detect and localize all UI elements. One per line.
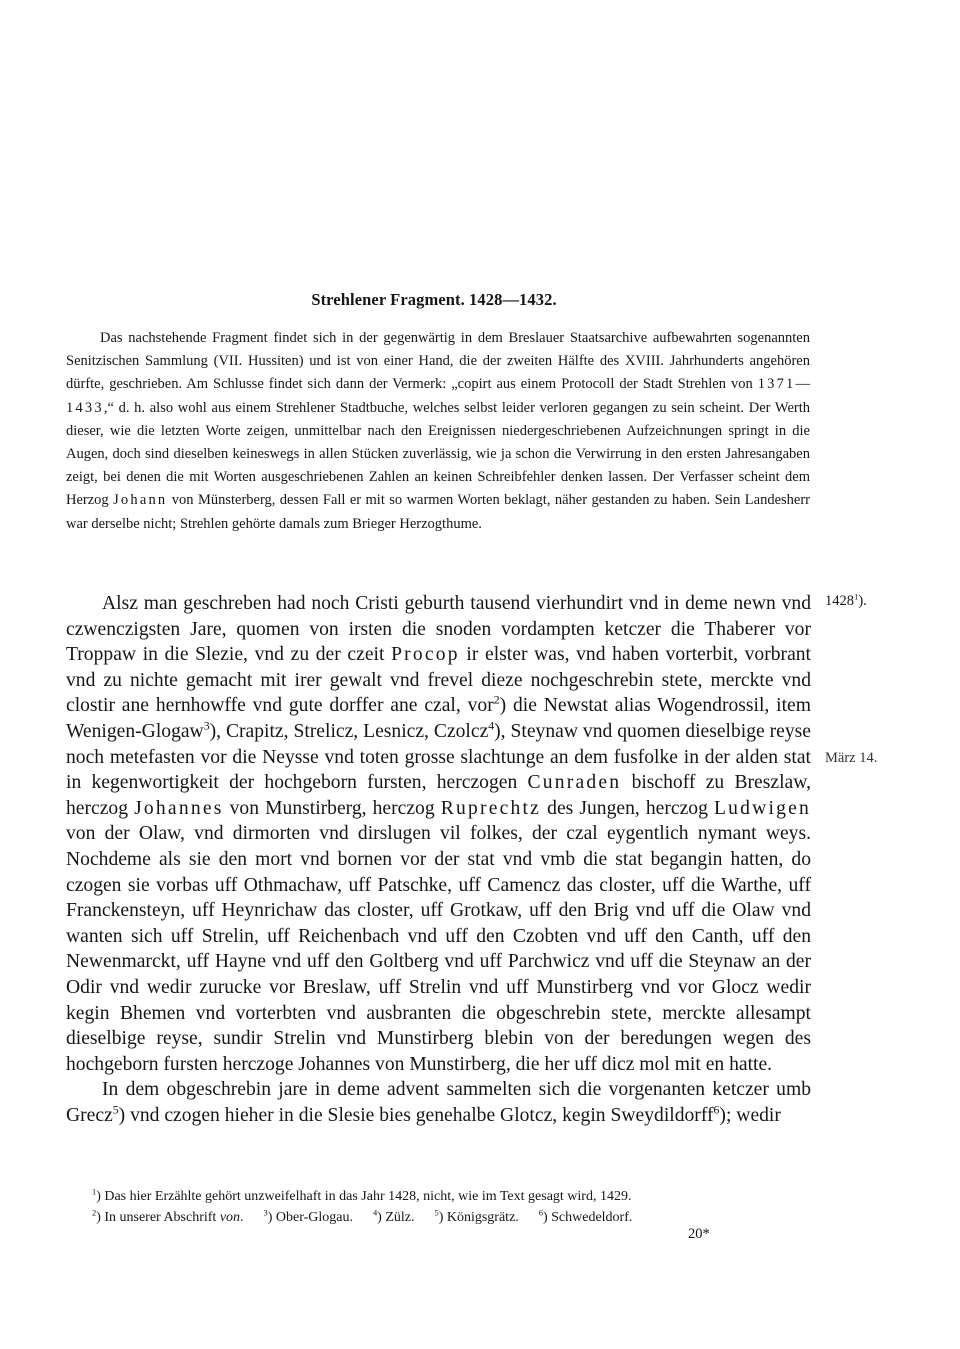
main-text bbox=[66, 591, 811, 1128]
margin-year: 1428 bbox=[825, 593, 854, 609]
text-paragraph-1: Alsz man geschreben had noch Cristi geburth tausend vierhundirt vnd in deme newn vnd czwenczigsten Jare, quomen von irsten die snoden vordampten ketczer die Thaberer vor Troppaw in die Slezie, vnd zu der czeit Procop ir elster was, vnd haben vorterbit, vorbrant vnd zu nichte gemacht mit irer gewalt vnd frevel dieze nochgeschrebin stete, merckte vnd clostir ane hernhowffe vnd gute dorffer ane czal, vor$^2$) die Newstat alias Wogendrossil, item Wenigen-Glogaw$^3$), Crapitz, Strelicz, Lesnicz, Czolcz$^4$), Steynaw vnd quomen dieselbige reyse noch metefasten vor die Neysse vnd toten grosse slachtunge an dem fusfolke in der alden stat in kegenwortigkeit der hochgeborn fursten, herczogen Cunraden bischoff zu Breszlaw, herczog Johannes von Munstirberg, herczog Ruprechtz des Jungen, herczog Ludwigen von der Olaw, vnd dirmorten vnd dirslugen vil folkes, der czal eygentlich nymant weys. Nochdeme als sie den mort vnd bornen vor der stat vnd vmb die stat begangin hatten, do czogen sie vorbas uff Othmachaw, uff Patschke, uff Camencz das closter, uff die Warthe, uff Franckensteyn, uff Heynrichaw das closter, uff Grotkaw, uff den Brig vnd uff die Olaw vnd wanten sich uff Strelin, uff Reichenbach vnd uff den Czobten vnd uff den Canth, uff den Newenmarckt, uff Hayne vnd uff den Goltberg vnd uff Parchwicz vnd uff die Steynaw an der Odir vnd wedir zurucke vor Breslaw, uff Strelin vnd uff Munstirberg vnd vor Glocz wedir kegin Bhemen vnd vorterbten vnd ausbranten die obgeschrebin stete, merckte allesampt dieselbige reyse, sundir Strelin vnd Munstirberg blebin von der beredungen wegen des hochgeborn fursten herczoge Johannes von Munstirberg, die her uff dicz mol mit en hatte. bbox=[66, 593, 812, 1075]
intro-paragraph: Das nachstehende Fragment findet sich in der gegenwärtig in dem Breslauer Staatsarchive aufbewahrten sogenannten Senitzischen Sammlung (VII. Hussiten) und ist von einer Hand, die der zweiten Hälfte des XVIII. Jahrhunderts angehören dürfte, geschrieben. Am Schlusse findet sich dann der Vermerk: „copirt aus einem Protocoll der Stadt Strehlen von 1371—1433,“ d. h. also wohl aus einem Strehlener Stadtbuche, welches selbst leider verloren gegangen zu sein scheint. Der Werth dieser, wie die letzten Worte zeigen, unmittelbar nach den Ereignissen niedergeschriebenen Aufzeichnungen springt in die Augen, doch sind dieselben keineswegs in allen Stücken zuverlässig, wie ja schon die Verwirrung in den ersten Jahresangaben zeigt, bei denen die mit Worten ausgeschriebenen Zahlen an keinen Schreibfehler denken lassen. Der Verfasser scheint dem Herzog Johann von Münsterberg, dessen Fall er mit so warmen Worten beklagt, näher gestanden zu haben. Sein Landesherr war derselbe nicht; Strehlen gehörte damals zum Brieger Herzogthume. bbox=[66, 330, 811, 532]
introduction bbox=[66, 327, 810, 536]
footnotes bbox=[92, 1186, 792, 1228]
footnote-1: $^1$) Das hier Erzählte gehört unzweifelhaft in das Jahr 1428, nicht, wie im Text gesagt wird, 1429. bbox=[92, 1187, 632, 1204]
page-title: Strehlener Fragment. 1428—1432. bbox=[311, 290, 557, 309]
margin-note-date: März 14. bbox=[825, 750, 878, 766]
page-number: 20* bbox=[688, 1226, 710, 1242]
text-paragraph-2: In dem obgeschrebin jare in deme advent sammelten sich die vorgenanten ketczer umb Grecz$^5$) vnd czogen hieher in die Slesie bies genehalbe Glotcz, kegin Sweydildorff$^6$); wedir bbox=[66, 1079, 811, 1126]
margin-year-ref: 1 bbox=[854, 591, 859, 602]
margin-note-year: 1428$^1$). bbox=[825, 591, 867, 609]
footnote-2-6: $^2$) In unserer Abschrift von. $^3$) Ober-Glogau. $^4$) Zülz. $^5$) Königsgrätz. $^6$) Schwedeldorf. bbox=[92, 1208, 633, 1225]
